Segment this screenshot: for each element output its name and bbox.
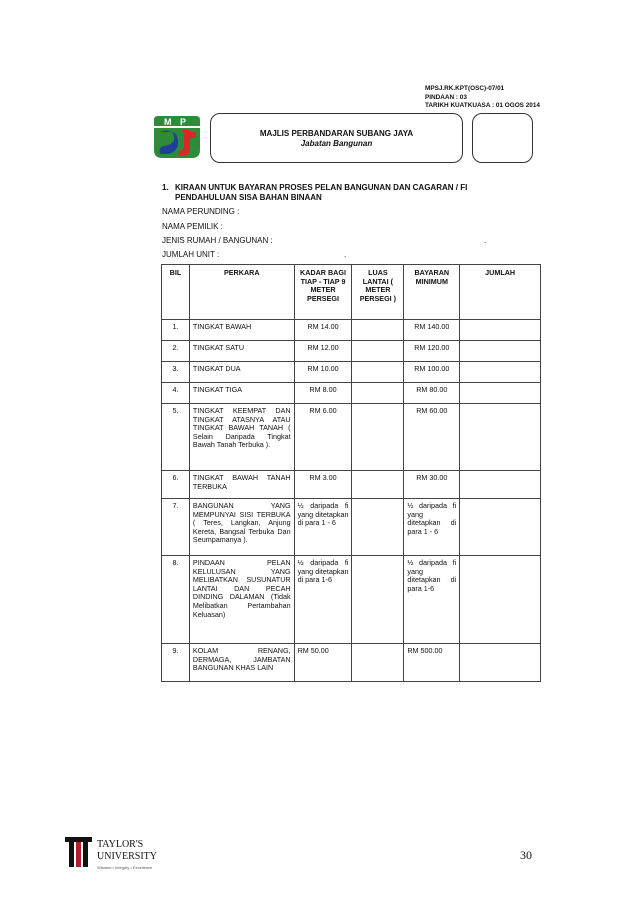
field-jumlah-unit-end: . [344, 250, 347, 259]
header-kadar: KADAR BAGI TIAP - TIAP 9 METER PERSEGI [294, 265, 352, 320]
brand-line2: UNIVERSITY [97, 851, 157, 862]
table-row [162, 556, 541, 644]
svg-text:P: P [180, 117, 187, 127]
cell-jumlah[interactable] [460, 341, 541, 362]
header-box [210, 113, 463, 163]
cell-bil: 3. [162, 362, 190, 383]
brand-tagline: Wisdom • Integrity • Excellence [97, 865, 153, 870]
cell-luas[interactable] [352, 383, 404, 404]
cell-kadar: RM 8.00 [294, 383, 352, 404]
cell-perkara: PINDAAN PELAN KELULUSAN YANG MELIBATKAN SUSUNATUR LANTAI DAN PECAH DINDING DALAMAN (Tidak Melibatkan Pertambahan Keluasan) [189, 556, 294, 644]
doc-code: MPSJ.RK.KPT(OSC)-07/01 [425, 85, 505, 92]
cell-perkara: BANGUNAN YANG MEMPUNYAI SISI TERBUKA ( Teres, Langkan, Anjung Kereta, Bangsal Terbuka Dan Seumpamanya ). [189, 499, 294, 556]
cell-bayaran: ½ daripada fi yang ditetapkan di para 1-6 [404, 556, 460, 644]
cell-luas[interactable] [352, 404, 404, 471]
cell-perkara: KOLAM RENANG, DERMAGA, JAMBATAN BANGUNAN KHAS LAIN [189, 644, 294, 682]
cell-jumlah[interactable] [460, 362, 541, 383]
cell-luas[interactable] [352, 320, 404, 341]
header-perkara: PERKARA [189, 265, 294, 320]
cell-bayaran: RM 500.00 [404, 644, 460, 682]
cell-jumlah[interactable] [460, 556, 541, 644]
svg-text:M: M [164, 117, 172, 127]
section-number: 1. [162, 183, 169, 192]
field-nama-perunding: NAMA PERUNDING : [162, 207, 240, 216]
page-number: 30 [520, 848, 532, 862]
cell-jumlah[interactable] [460, 499, 541, 556]
cell-bayaran: RM 30.00 [404, 471, 460, 499]
field-jenis-rumah: JENIS RUMAH / BANGUNAN : [162, 236, 273, 245]
field-nama-pemilik: NAMA PEMILIK : [162, 222, 223, 231]
cell-bil: 8. [162, 556, 190, 644]
table-header-row [162, 265, 541, 320]
cell-kadar: RM 14.00 [294, 320, 352, 341]
taylors-crest-icon [65, 837, 92, 867]
cell-bayaran: ½ daripada fi yang ditetapkan di para 1 - 6 [404, 499, 460, 556]
cell-kadar: RM 3.00 [294, 471, 352, 499]
cell-kadar: RM 10.00 [294, 362, 352, 383]
cell-luas[interactable] [352, 499, 404, 556]
table-row [162, 362, 541, 383]
cell-luas[interactable] [352, 556, 404, 644]
cell-luas[interactable] [352, 471, 404, 499]
header-bil: BIL [162, 265, 190, 320]
table-row [162, 383, 541, 404]
table-row [162, 320, 541, 341]
fee-table [161, 264, 541, 682]
cell-bil: 9. [162, 644, 190, 682]
header-jumlah: JUMLAH [460, 265, 541, 320]
cell-perkara: TINGKAT SATU [189, 341, 294, 362]
cell-perkara: TINGKAT BAWAH TANAH TERBUKA [189, 471, 294, 499]
doc-pindaan: PINDAAN : 03 [425, 93, 467, 101]
cell-kadar: ½ daripada fi yang ditetapkan di para 1-6 [294, 556, 352, 644]
cell-bil: 5. [162, 404, 190, 471]
cell-jumlah[interactable] [460, 320, 541, 341]
cell-bil: 2. [162, 341, 190, 362]
taylors-university-logo [63, 833, 183, 873]
cell-perkara: TINGKAT KEEMPAT DAN TINGKAT ATASNYA ATAU TINGKAT BAWAH TANAH ( Selain Daripada Tingkat Bawah Tanah Terbuka ). [189, 404, 294, 471]
header-luas: LUAS LANTAI ( METER PERSEGI ) [352, 265, 404, 320]
cell-kadar: ½ daripada fi yang ditetapkan di para 1 - 6 [294, 499, 352, 556]
cell-kadar: RM 50.00 [294, 644, 352, 682]
cell-bayaran: RM 100.00 [404, 362, 460, 383]
cell-luas[interactable] [352, 341, 404, 362]
cell-jumlah[interactable] [460, 471, 541, 499]
cell-jumlah[interactable] [460, 383, 541, 404]
cell-luas[interactable] [352, 644, 404, 682]
brand-line1: TAYLOR'S [97, 839, 144, 850]
department-name: Jabatan Bangunan [300, 139, 373, 148]
field-jumlah-unit: JUMLAH UNIT : [162, 250, 220, 259]
cell-bil: 4. [162, 383, 190, 404]
cell-perkara: TINGKAT DUA [189, 362, 294, 383]
header-bayaran: BAYARAN MINIMUM [404, 265, 460, 320]
stamp-box [472, 113, 533, 163]
cell-perkara: TINGKAT TIGA [189, 383, 294, 404]
cell-bayaran: RM 80.00 [404, 383, 460, 404]
cell-bil: 1. [162, 320, 190, 341]
section-title [162, 183, 522, 203]
document-reference [425, 85, 540, 111]
cell-perkara: TINGKAT BAWAH [189, 320, 294, 341]
table-row [162, 341, 541, 362]
table-row [162, 644, 541, 682]
cell-bil: 6. [162, 471, 190, 499]
cell-bayaran: RM 120.00 [404, 341, 460, 362]
table-row [162, 499, 541, 556]
mpsj-logo [152, 114, 202, 160]
organization-name: MAJLIS PERBANDARAN SUBANG JAYA [259, 129, 414, 138]
table-row [162, 471, 541, 499]
cell-luas[interactable] [352, 362, 404, 383]
cell-jumlah[interactable] [460, 404, 541, 471]
table-row [162, 404, 541, 471]
cell-kadar: RM 12.00 [294, 341, 352, 362]
doc-tarikh: TARIKH KUATKUASA : 01 OGOS 2014 [425, 102, 540, 109]
field-jenis-rumah-end: . [484, 236, 487, 245]
cell-jumlah[interactable] [460, 644, 541, 682]
cell-kadar: RM 6.00 [294, 404, 352, 471]
cell-bayaran: RM 60.00 [404, 404, 460, 471]
section-title-text: KIRAAN UNTUK BAYARAN PROSES PELAN BANGUNAN DAN CAGARAN / FI PENDAHULUAN SISA BAHAN BINAAN [175, 183, 468, 202]
cell-bayaran: RM 140.00 [404, 320, 460, 341]
cell-bil: 7. [162, 499, 190, 556]
